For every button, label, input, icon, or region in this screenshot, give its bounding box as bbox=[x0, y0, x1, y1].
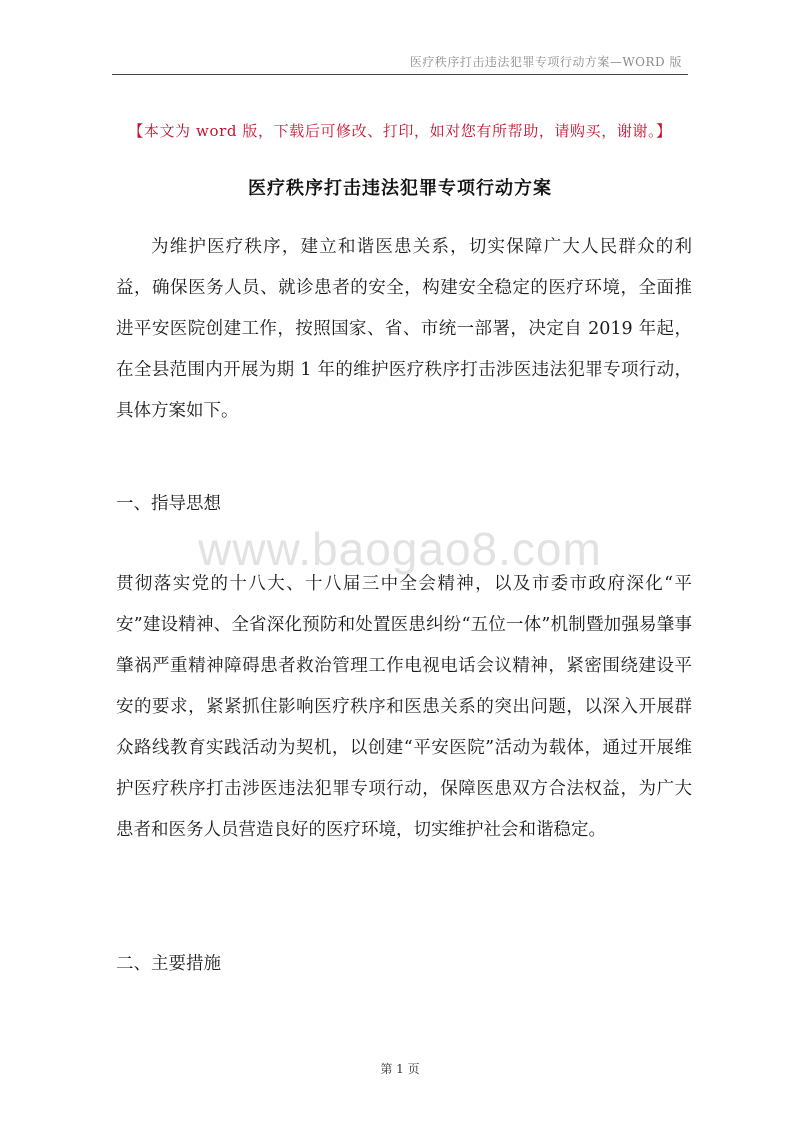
section-heading-main-measures: 二、主要措施 bbox=[116, 954, 221, 974]
intro-paragraph: 为维护医疗秩序，建立和谐医患关系，切实保障广大人民群众的利益，确保医务人员、就诊患者的安全，构建安全稳定的医疗环境，全面推进平安医院创建工作，按照国家、省、市统一部署，决定自 2019 年起，在全县范围内开展为期 1 年的维护医疗秩序打击涉医违法犯罪专项行动，具体方案如下。 bbox=[116, 237, 692, 421]
guiding-ideology-paragraph: 贯彻落实党的十八大、十八届三中全会精神，以及市委市政府深化“平安”建设精神、全省深化预防和处置医患纠纷“五位一体”机制暨加强易肇事肇祸严重精神障碍患者救治管理工作电视电话会议精神，紧密围绕建设平安的要求，紧紧抓住影响医疗秩序和医患关系的突出问题，以深入开展群众路线教育实践活动为契机，以创建“平安医院”活动为载体，通过开展维护医疗秩序打击涉医违法犯罪专项行动，保障医患双方合法权益，为广大患者和医务人员营造良好的医疗环境，切实维护社会和谐稳定。 bbox=[116, 574, 692, 840]
header-divider bbox=[112, 74, 688, 75]
running-header: 医疗秩序打击违法犯罪专项行动方案—WORD 版 bbox=[409, 55, 682, 69]
section-heading-guiding-ideology: 一、指导思想 bbox=[116, 494, 221, 514]
page-number: 第 1 页 bbox=[380, 1062, 420, 1076]
document-title: 医疗秩序打击违法犯罪专项行动方案 bbox=[248, 178, 552, 199]
download-notice: 【本文为 word 版，下载后可修改、打印，如对您有所帮助，请购买，谢谢。】 bbox=[128, 122, 672, 140]
watermark: www.baogao8.com bbox=[198, 523, 602, 575]
